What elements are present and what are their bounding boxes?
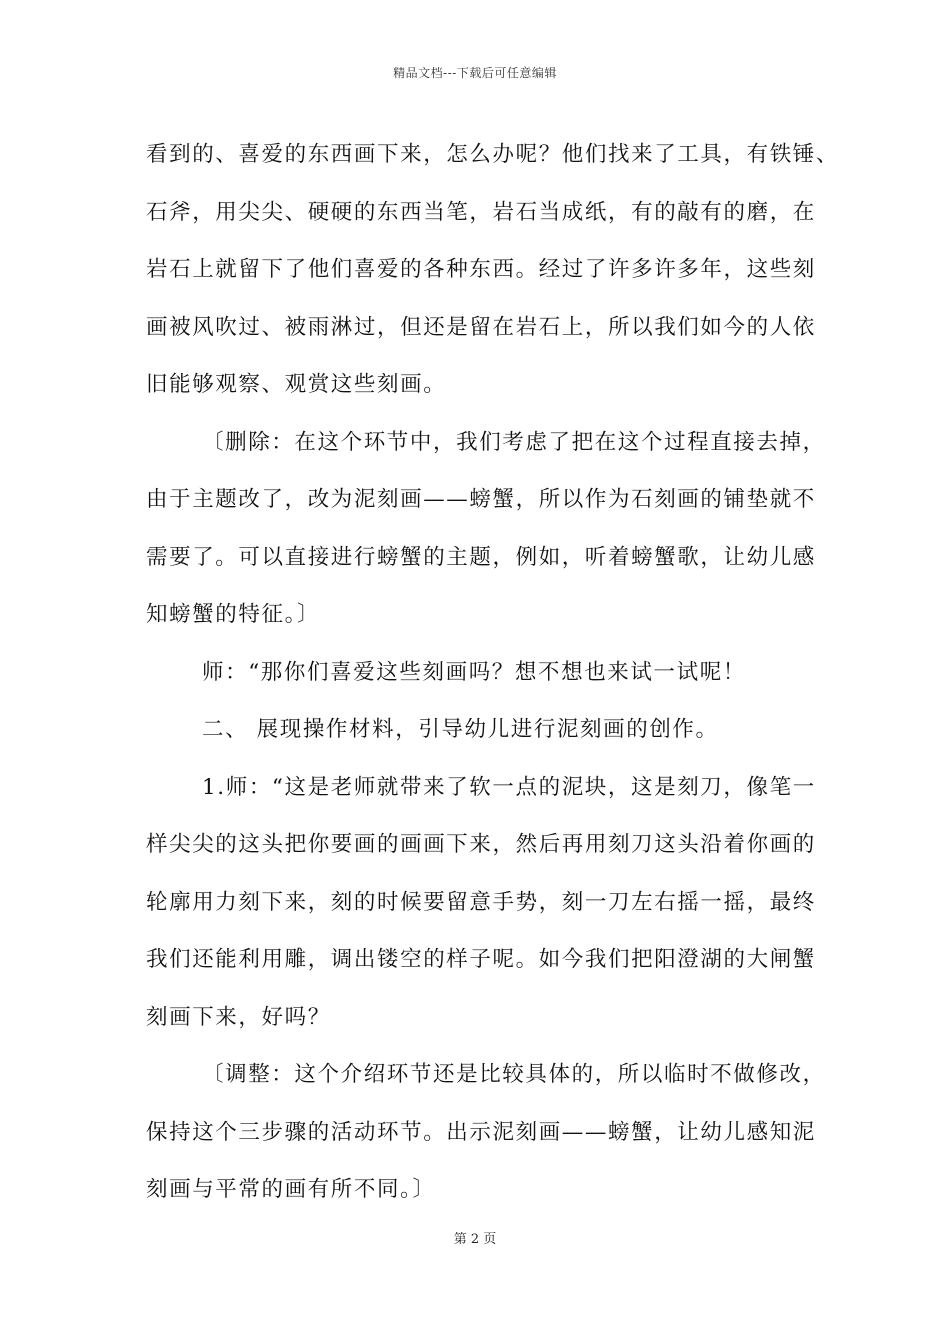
text-line: 刻画与平常的画有所不同。〕 <box>146 1177 436 1202</box>
text-line: 〔删除：在这个环节中，我们考虑了把在这个过程直接去掉， <box>202 429 826 455</box>
text-line: 由于主题改了，改为泥刻画——螃蟹，所以作为石刻画的铺垫就不 <box>146 487 816 512</box>
text-line: 岩石上就留下了他们喜爱的各种东西。经过了许多许多年，这些刻 <box>146 257 816 282</box>
text-line: 画被风吹过、被雨淋过，但还是留在岩石上，所以我们如今的人依 <box>146 314 816 340</box>
text-line: 旧能够观察、观赏这些刻画。 <box>146 372 447 397</box>
text-line: 刻画下来，好吗？ <box>146 1004 331 1030</box>
body-text <box>146 126 840 1219</box>
text-line: 1.师：“这是老师就带来了软一点的泥块，这是刻刀，像笔一 <box>202 774 816 800</box>
text-line: 轮廓用力刻下来，刻的时候要留意手势，刻一刀左右摇一摇，最终 <box>146 889 816 915</box>
page-header: 精品文档---下载后可任意编辑 <box>393 66 557 80</box>
text-line: 〔调整：这个介绍环节还是比较具体的，所以临时不做修改， <box>202 1062 826 1087</box>
text-line: 我们还能利用雕，调出镂空的样子呢。如今我们把阳澄湖的大闸蟹 <box>146 947 816 972</box>
text-line: 需要了。可以直接进行螃蟹的主题，例如，听着螃蟹歌，让幼儿感 <box>146 544 816 570</box>
text-line: 石斧，用尖尖、硬硬的东西当笔，岩石当成纸，有的敲有的磨，在 <box>146 199 816 225</box>
text-line: 知螃蟹的特征。〕 <box>146 602 321 627</box>
text-line: 样尖尖的这头把你要画的画画下来，然后再用刻刀这头沿着你画的 <box>146 832 816 857</box>
text-line: 二、 展现操作材料，引导幼儿进行泥刻画的创作。 <box>202 717 719 742</box>
text-line: 师：“那你们喜爱这些刻画吗？想不想也来试一试呢！ <box>202 659 746 685</box>
page-number: 第 2 页 <box>453 1232 497 1247</box>
text-line: 保持这个三步骤的活动环节。出示泥刻画——螃蟹，让幼儿感知泥 <box>146 1119 816 1145</box>
text-line: 看到的、喜爱的东西画下来，怎么办呢？他们找来了工具，有铁锤、 <box>146 142 840 167</box>
